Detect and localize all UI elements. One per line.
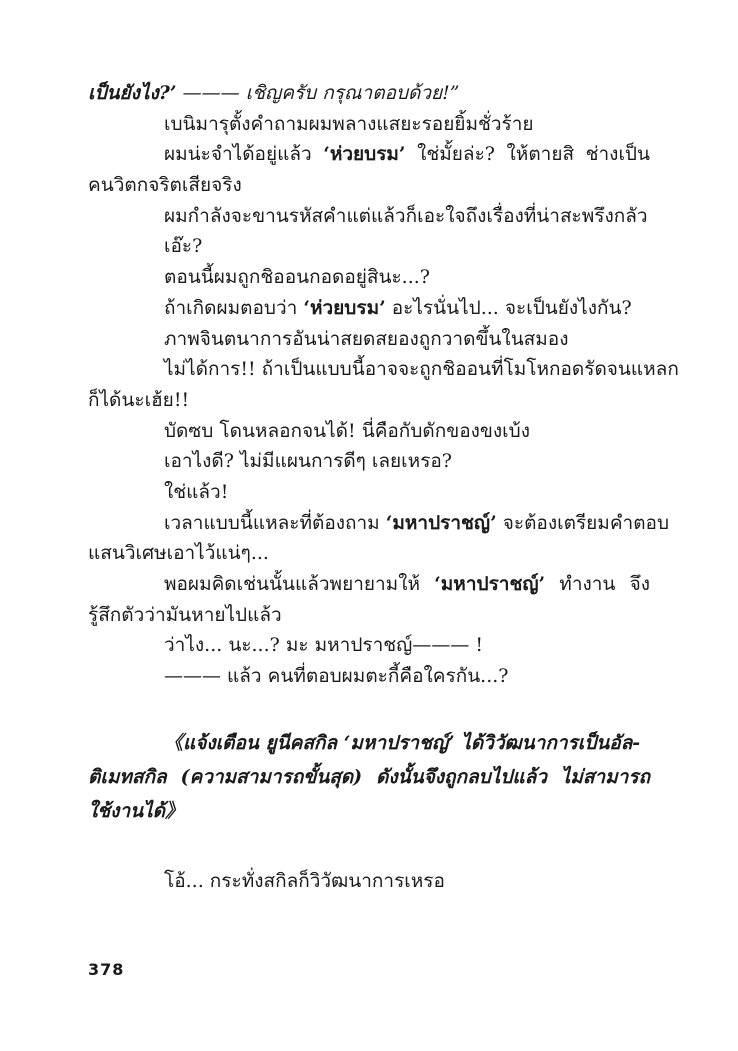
text-segment: ถ้าเกิดผมตอบว่า — [164, 296, 304, 319]
notice-line-3: ใช้งานได้》 — [88, 799, 185, 822]
text-line-9: ภาพจินตนาการอันน่าสยดสยองถูกวาดขึ้นในสมอง — [164, 327, 569, 350]
text-line-6: เอ๊ะ? — [164, 235, 203, 258]
notice-line-1: 《แจ้งเตือน ยูนีคสกิล ‘มหาปราชญ์’ ได้วิวัฒนาการเป็นอัล- — [164, 731, 641, 754]
text-segment: ผมน่ะจำได้อยู่แล้ว — [164, 143, 324, 166]
dialogue-question: ——— เชิญครับ กรุณาตอบด้วย!” — [176, 82, 460, 104]
text-line-10: ไม่ได้การ!! ถ้าเป็นแบบนี้อาจจะถูกชิออนที่โมโหกอดรัดจนแหลก — [164, 358, 679, 381]
closing-paragraph — [88, 866, 650, 897]
code-word: ‘ห่วยบรม’ — [323, 143, 406, 166]
text-line-5: ผมกำลังจะขานรหัสคำแต่แล้วก็เอะใจถึงเรื่องที่น่าสะพรึงกลัว — [164, 204, 648, 227]
text-line-11: ก็ได้นะเฮ้ย!! — [88, 388, 190, 411]
page-number: 378 — [88, 960, 125, 979]
text-line-19: ว่าไง... นะ...? มะ มหาปราชญ์——— ! — [164, 634, 484, 657]
skill-name: ‘มหาปราชญ์’ — [434, 573, 546, 595]
text-line-13: เอาไงดี? ไม่มีแผนการดีๆ เลยเหรอ? — [164, 450, 452, 473]
text-line-2: เบนิมารุตั้งคำถามผมพลางแสยะรอยยิ้มชั่วร้าย — [164, 112, 534, 135]
text-line-15 — [88, 508, 670, 539]
text-segment: ใช่มั้ยล่ะ? ให้ตายสิ ช่างเป็น — [405, 143, 650, 166]
text-line-16: แสนวิเศษเอาไว้แน่ๆ... — [88, 542, 269, 565]
code-word: ‘ห่วยบรม’ — [303, 296, 386, 319]
text-line-8 — [88, 293, 650, 324]
text-line-3 — [88, 139, 650, 170]
text-line-18: รู้สึกตัวว่ามันหายไปแล้ว — [88, 603, 282, 626]
text-line-12: บัดซบ โดนหลอกจนได้! นี่คือกับดักของขงเบ้ง — [164, 419, 530, 442]
dialogue-fragment: เป็นยังไง?’ — [88, 82, 177, 104]
text-line-7: ตอนนี้ผมถูกชิออนกอดอยู่สินะ...? — [164, 266, 430, 289]
text-line-1 — [88, 78, 650, 109]
page-body — [88, 78, 679, 896]
text-line-17 — [88, 569, 650, 600]
text-line-4: คนวิตกจริตเสียจริง — [88, 174, 242, 197]
text-segment: จะต้องเตรียมคำตอบ — [496, 511, 670, 534]
closing-line: โอ้... กระทั่งสกิลก็วิวัฒนาการเหรอ — [164, 869, 445, 892]
skill-name: ‘มหาปราชญ์’ — [385, 511, 497, 534]
text-segment: อะไรนั่นไป... จะเป็นยังไงกัน? — [385, 296, 632, 319]
text-segment: ทำงาน จึง — [545, 573, 650, 595]
text-segment: พอผมคิดเช่นนั้นแล้วพยายามให้ — [164, 573, 435, 595]
notice-line-2: ติเมทสกิล (ความสามารถขั้นสุด) ดังนั้นจึงถูกลบไปแล้ว ไม่สามารถ — [88, 765, 650, 788]
text-line-20: ——— แล้ว คนที่ตอบผมตะกี้คือใครกัน...? — [164, 665, 509, 688]
text-line-14: ใช่แล้ว! — [164, 480, 229, 503]
text-segment: เวลาแบบนี้แหละที่ต้องถาม — [164, 511, 386, 534]
system-notice — [88, 726, 650, 828]
